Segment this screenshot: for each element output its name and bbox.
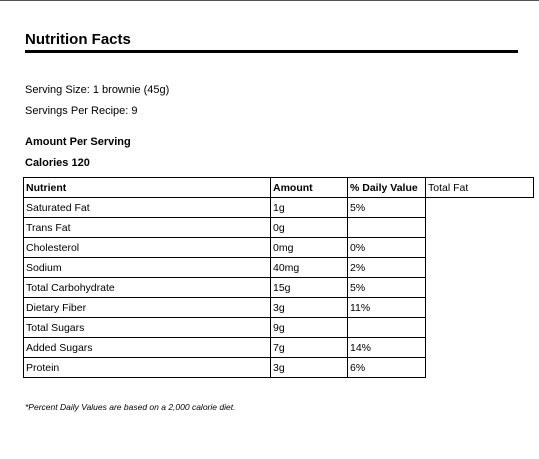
empty-cell: [426, 198, 534, 218]
table-row: [24, 238, 534, 258]
nutrient-cell: Total Carbohydrate: [24, 278, 271, 298]
table-header-row: [24, 178, 534, 198]
table-row: [24, 358, 534, 378]
table-row: [24, 218, 534, 238]
footnote: *Percent Daily Values are based on a 2,000 calorie diet.: [25, 402, 236, 412]
calories: Calories 120: [25, 157, 90, 169]
page-title: Nutrition Facts: [25, 31, 131, 48]
top-border: [0, 0, 539, 1]
daily-value-cell: 11%: [348, 298, 426, 318]
empty-cell: [426, 338, 534, 358]
empty-cell: [426, 278, 534, 298]
empty-cell: [426, 218, 534, 238]
empty-cell: [426, 258, 534, 278]
nutrient-cell: Cholesterol: [24, 238, 271, 258]
nutrient-cell: Saturated Fat: [24, 198, 271, 218]
daily-value-cell: [348, 218, 426, 238]
nutrient-cell: Sodium: [24, 258, 271, 278]
table-row: [24, 278, 534, 298]
amount-cell: 40mg: [271, 258, 348, 278]
nutrient-cell: Trans Fat: [24, 218, 271, 238]
serving-size: Serving Size: 1 brownie (45g): [25, 84, 170, 96]
amount-cell: 7g: [271, 338, 348, 358]
table-row: [24, 198, 534, 218]
header-amount: Amount: [271, 178, 348, 198]
empty-cell: [426, 358, 534, 378]
header-daily-value: % Daily Value: [348, 178, 426, 198]
daily-value-cell: 0%: [348, 238, 426, 258]
daily-value-cell: 14%: [348, 338, 426, 358]
daily-value-cell: 6%: [348, 358, 426, 378]
table-row: [24, 338, 534, 358]
amount-cell: 0g: [271, 218, 348, 238]
nutrient-cell: Protein: [24, 358, 271, 378]
table-row: [24, 298, 534, 318]
nutrition-table: [23, 177, 534, 378]
empty-cell: [426, 238, 534, 258]
amount-cell: 15g: [271, 278, 348, 298]
empty-cell: [426, 298, 534, 318]
nutrient-cell: Added Sugars: [24, 338, 271, 358]
amount-cell: 0mg: [271, 238, 348, 258]
nutrient-cell: Dietary Fiber: [24, 298, 271, 318]
table-row: [24, 258, 534, 278]
amount-per-serving: Amount Per Serving: [25, 136, 131, 148]
amount-cell: 1g: [271, 198, 348, 218]
amount-cell: 9g: [271, 318, 348, 338]
title-divider: [25, 50, 518, 53]
empty-cell: [426, 318, 534, 338]
amount-cell: 3g: [271, 298, 348, 318]
daily-value-cell: 2%: [348, 258, 426, 278]
daily-value-cell: [348, 318, 426, 338]
header-nutrient: Nutrient: [24, 178, 271, 198]
daily-value-cell: 5%: [348, 198, 426, 218]
header-overflow-cell: Total Fat: [426, 178, 534, 198]
table-row: [24, 318, 534, 338]
daily-value-cell: 5%: [348, 278, 426, 298]
nutrient-cell: Total Sugars: [24, 318, 271, 338]
amount-cell: 3g: [271, 358, 348, 378]
servings-per-recipe: Servings Per Recipe: 9: [25, 105, 138, 117]
